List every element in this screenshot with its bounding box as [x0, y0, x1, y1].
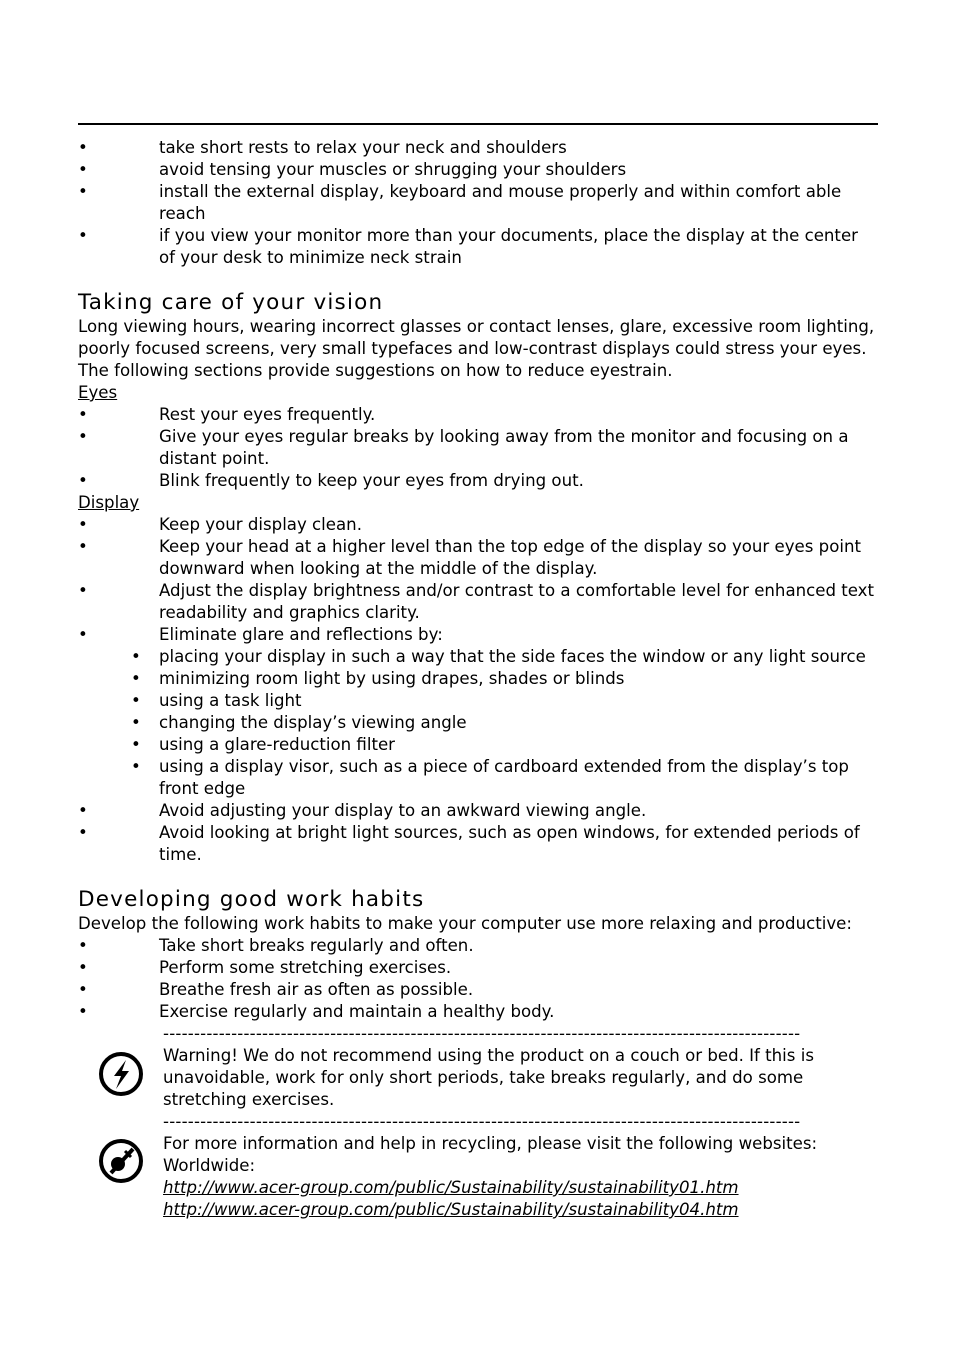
- bullet: •: [131, 669, 141, 688]
- recycling-text: For more information and help in recycling, please visit the following websites:: [163, 1134, 818, 1153]
- bullet: •: [131, 691, 141, 710]
- vision-intro: Long viewing hours, wearing incorrect glasses or contact lenses, glare, excessive room lighting, poorly focused screens, very small typefaces and low-contrast displays could stress your eyes. The following sections provide suggestions on how to reduce eyestrain.: [78, 317, 875, 380]
- list-item: • avoid tensing your muscles or shrugging your shoulders: [78, 160, 627, 179]
- bullet: •: [78, 138, 88, 157]
- page-content: [78, 137, 878, 1221]
- recycling-note-icon: [97, 1137, 147, 1187]
- bullet: •: [78, 823, 88, 842]
- list-item: • Avoid adjusting your display to an awkward viewing angle.: [78, 801, 647, 820]
- sustainability-link-2[interactable]: http://www.acer-group.com/public/Sustainability/sustainability04.htm: [163, 1200, 739, 1219]
- bullet: •: [78, 936, 88, 955]
- list-item: • Avoid looking at bright light sources, such as open windows, for extended periods of time.: [78, 823, 860, 864]
- list-item: • Adjust the display brightness and/or contrast to a comfortable level for enhanced text readability and graphics clarity.: [78, 581, 875, 622]
- list-item: • Rest your eyes frequently.: [78, 405, 376, 424]
- list-item: • take short rests to relax your neck and shoulders: [78, 138, 567, 157]
- sub-list-item: • changing the display’s viewing angle: [131, 713, 467, 732]
- sub-list-item: • using a display visor, such as a piece of cardboard extended from the display’s top front edge: [131, 757, 849, 798]
- bullet: •: [78, 427, 88, 446]
- eyes-subheading: Eyes: [78, 383, 118, 402]
- list-item: • Keep your head at a higher level than the top edge of the display so your eyes point downward when looking at the middle of the display.: [78, 537, 862, 578]
- bullet: •: [131, 647, 141, 666]
- list-item: • Give your eyes regular breaks by looking away from the monitor and focusing on a distant point.: [78, 427, 849, 468]
- sub-list-item: • placing your display in such a way that the side faces the window or any light source: [131, 647, 866, 666]
- list-item: • Take short breaks regularly and often.: [78, 936, 474, 955]
- bullet: •: [78, 160, 88, 179]
- sub-list-item: • using a glare-reduction filter: [131, 735, 396, 754]
- vision-heading: Taking care of your vision: [78, 290, 384, 315]
- warning-note: [78, 1023, 878, 1133]
- bullet: •: [78, 226, 88, 245]
- bullet: •: [78, 980, 88, 999]
- bullet: •: [78, 537, 88, 556]
- bullet: •: [78, 182, 88, 201]
- list-item: • Perform some stretching exercises.: [78, 958, 452, 977]
- bullet: •: [78, 625, 88, 644]
- list-item: • if you view your monitor more than your documents, place the display at the center of your desk to minimize neck strain: [78, 226, 858, 267]
- list-item: • Keep your display clean.: [78, 515, 362, 534]
- sub-list-item: • using a task light: [131, 691, 302, 710]
- sustainability-link-1[interactable]: http://www.acer-group.com/public/Sustainability/sustainability01.htm: [163, 1178, 739, 1197]
- bullet: •: [131, 713, 141, 732]
- list-item: • Eliminate glare and reflections by:: [78, 625, 443, 644]
- sub-list-item: • minimizing room light by using drapes, shades or blinds: [131, 669, 625, 688]
- worldwide-label: Worldwide:: [163, 1156, 256, 1175]
- bullet: •: [131, 757, 141, 776]
- habits-heading: Developing good work habits: [78, 887, 425, 912]
- list-item: • install the external display, keyboard and mouse properly and within comfort able reach: [78, 182, 842, 223]
- separator-line: -------------------------------------------------------------------------------------------------------: [163, 1024, 801, 1043]
- warning-icon: [97, 1050, 147, 1100]
- bullet: •: [78, 801, 88, 820]
- habits-intro: Develop the following work habits to make your computer use more relaxing and productive:: [78, 914, 852, 933]
- separator-line: -------------------------------------------------------------------------------------------------------: [163, 1112, 801, 1131]
- display-subheading: Display: [78, 493, 140, 512]
- list-item: • Breathe fresh air as often as possible.: [78, 980, 474, 999]
- bullet: •: [78, 405, 88, 424]
- header-rule: [78, 123, 878, 125]
- bullet: •: [78, 515, 88, 534]
- bullet: •: [78, 471, 88, 490]
- recycling-note: [78, 1133, 878, 1221]
- bullet: •: [131, 735, 141, 754]
- bullet: •: [78, 581, 88, 600]
- bullet: •: [78, 1002, 88, 1021]
- top-bullet-list: [78, 137, 878, 269]
- bullet: •: [78, 958, 88, 977]
- warning-text: Warning! We do not recommend using the product on a couch or bed. If this is unavoidable, work for only short periods, take breaks regularly, and do some stretching exercises.: [163, 1046, 814, 1109]
- list-item: • Blink frequently to keep your eyes from drying out.: [78, 471, 584, 490]
- list-item: • Exercise regularly and maintain a healthy body.: [78, 1002, 555, 1021]
